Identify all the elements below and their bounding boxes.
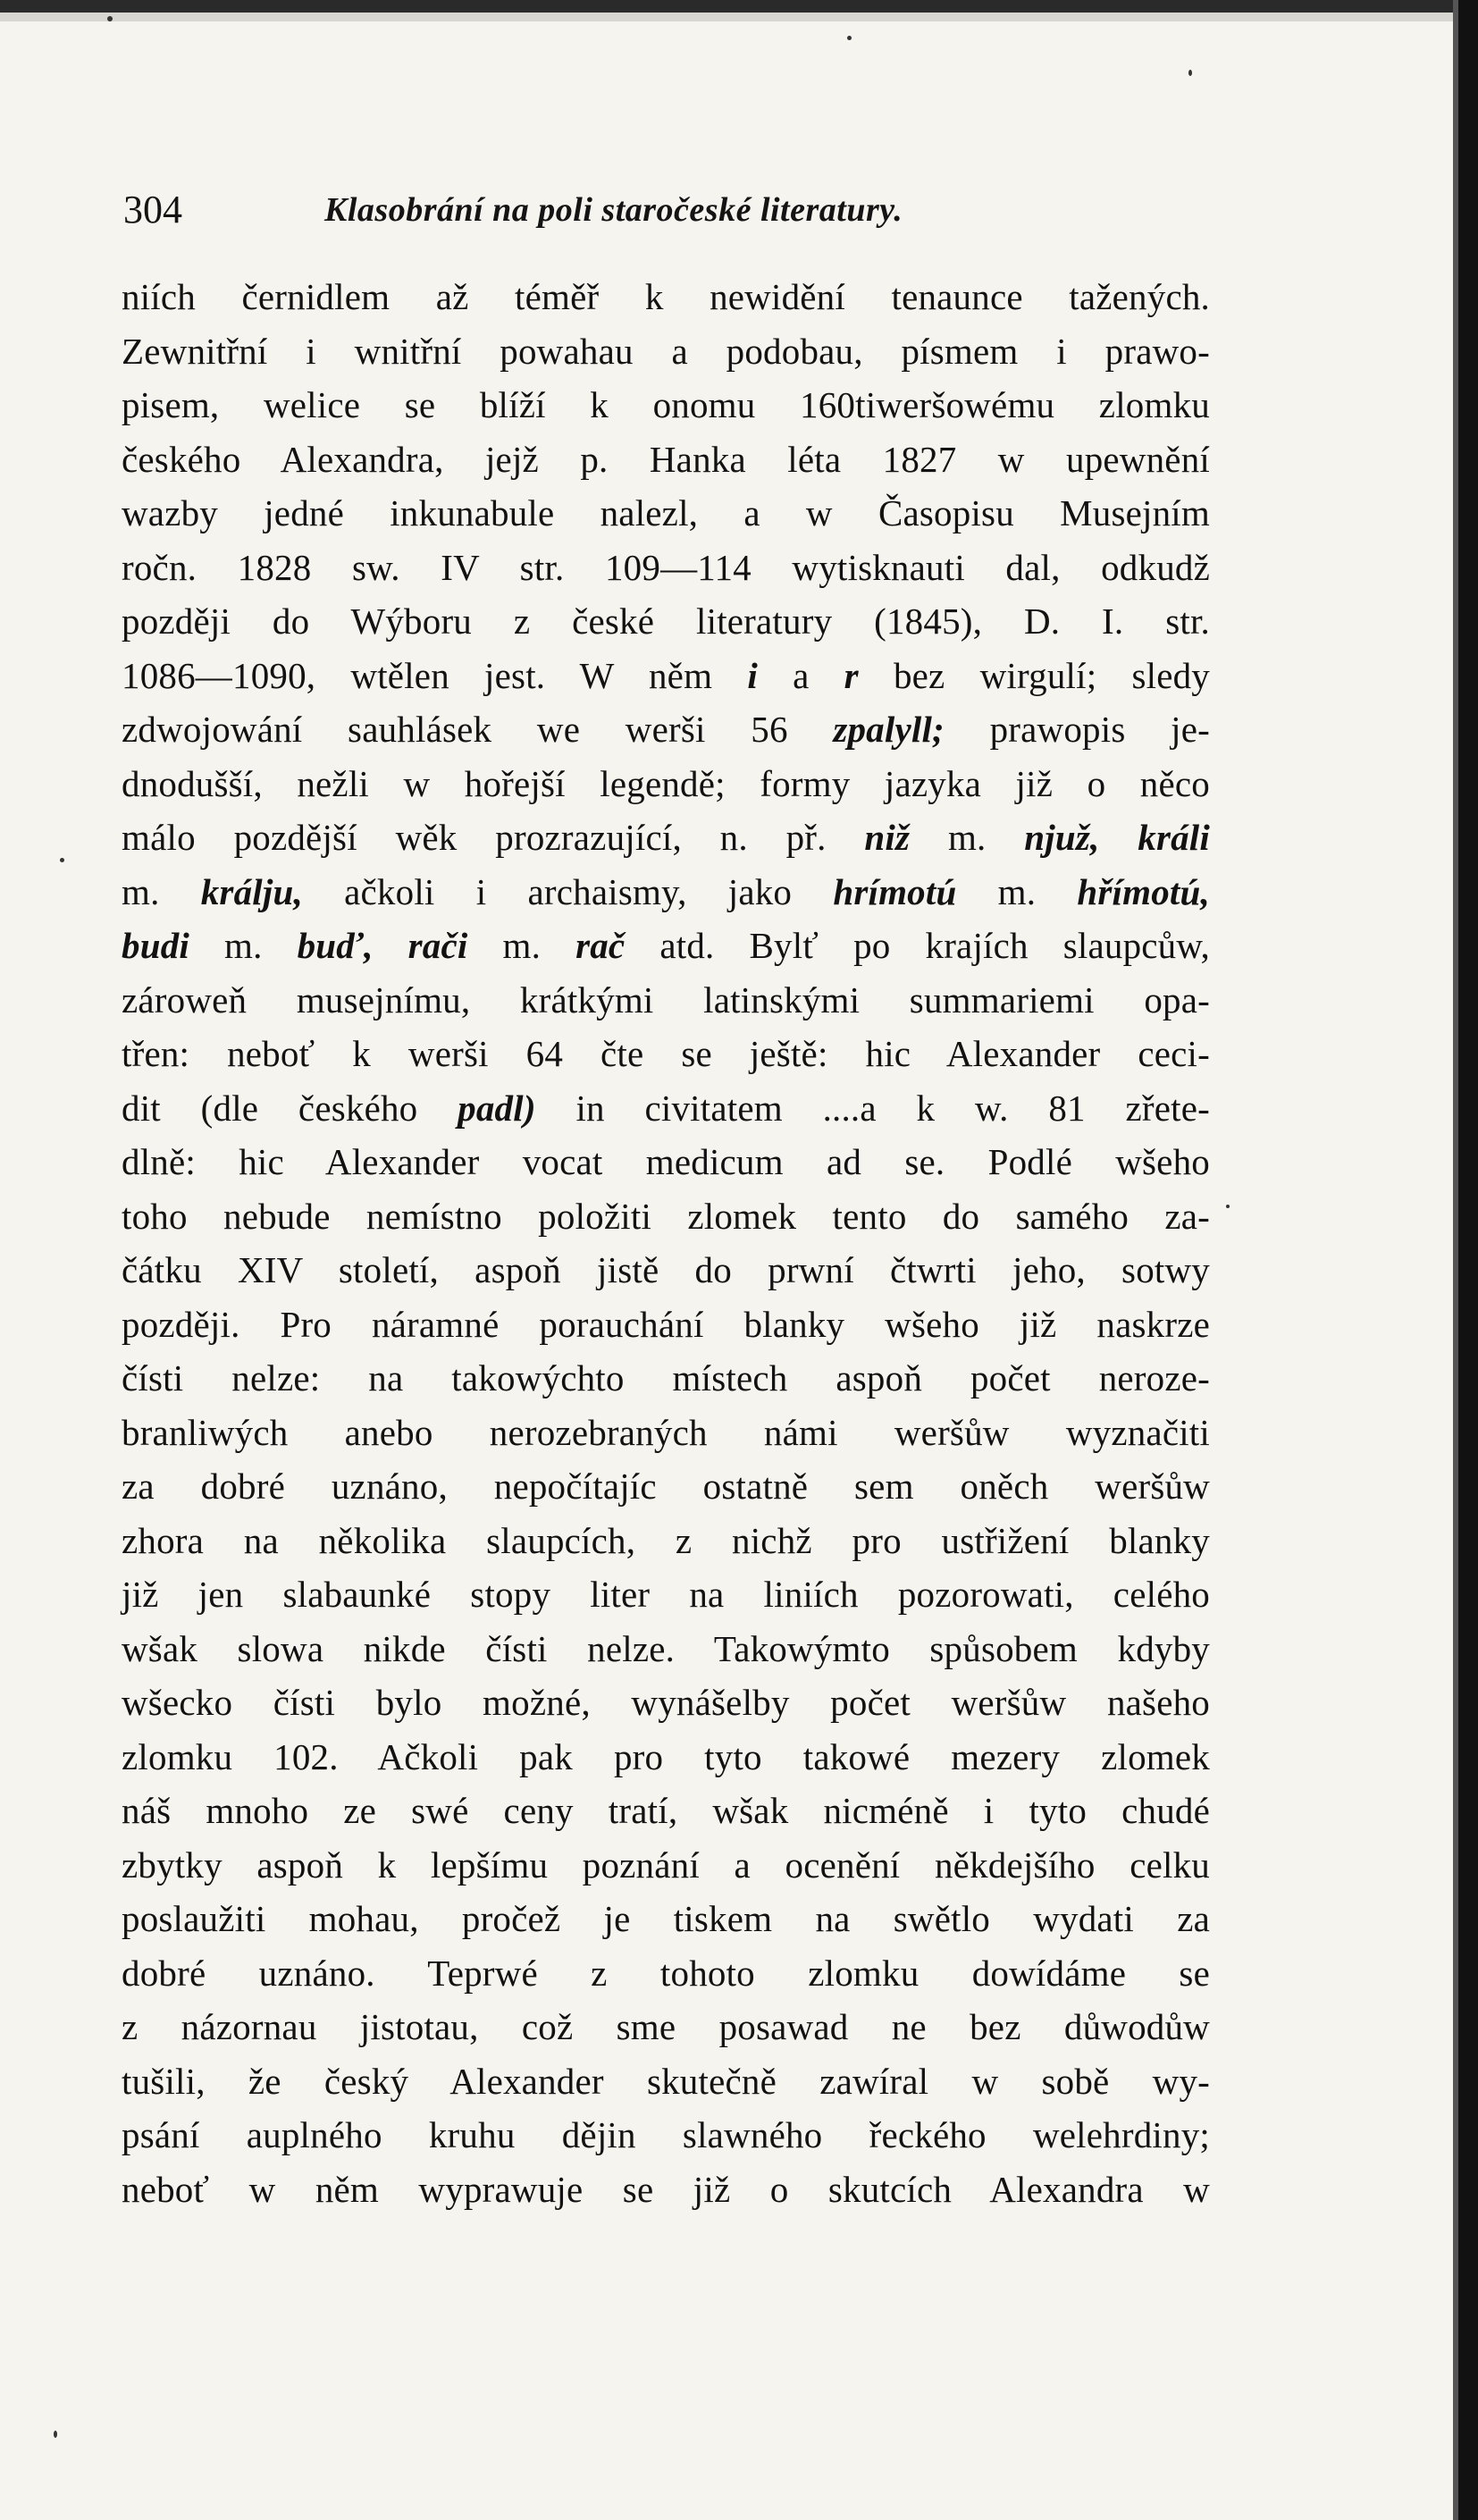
text-run: Zewnitřní i wnitřní powahau a podobau, písmem i prawo- bbox=[122, 330, 1210, 372]
text-run: bez wirgulí; sledy bbox=[858, 654, 1210, 696]
text-run bbox=[374, 925, 408, 966]
text-run: neboť w něm wyprawuje se již o skutcích Alexandra w bbox=[122, 2168, 1210, 2210]
text-run: pisem, welice se blíží k onomu 160tiweršowému zlomku bbox=[122, 384, 1210, 425]
text-run: tušili, že český Alexander skutečně zawíral w sobě wy- bbox=[122, 2060, 1210, 2102]
italic-word: buď, bbox=[297, 925, 374, 966]
text-run: atd. Bylť po krajích slaupcůw, bbox=[625, 925, 1210, 966]
text-line bbox=[122, 1298, 1210, 1352]
scan-right-edge bbox=[1458, 0, 1478, 2520]
page-number: 304 bbox=[123, 188, 182, 231]
text-run: z názornau jistotau, což sme posawad ne bez důwodůw bbox=[122, 2006, 1210, 2047]
text-line bbox=[122, 1622, 1210, 1676]
text-run: branliwých anebo nerozebraných námi weršůw wyznačiti bbox=[122, 1411, 1210, 1453]
text-line bbox=[122, 594, 1210, 649]
text-run: zlomku 102. Ačkoli pak pro tyto takowé mezery zlomek bbox=[122, 1735, 1210, 1777]
italic-word: hřímotú, bbox=[1077, 870, 1210, 912]
text-line bbox=[122, 1135, 1210, 1189]
italic-word: zpalyll; bbox=[833, 709, 945, 750]
text-run: třen: neboť k werši 64 čte se ještě: hic Alexander ceci- bbox=[122, 1033, 1210, 1074]
text-line bbox=[122, 2000, 1210, 2054]
text-line bbox=[122, 811, 1210, 865]
print-speck bbox=[54, 2431, 57, 2438]
text-run: toho nebude nemístno položiti zlomek tento do samého za- bbox=[122, 1195, 1210, 1237]
text-run: m. bbox=[467, 925, 576, 966]
text-line bbox=[122, 702, 1210, 757]
text-run: zbytky aspoň k lepšímu poznání a ocenění někdejšího celku bbox=[122, 1844, 1210, 1886]
text-line bbox=[122, 1514, 1210, 1568]
italic-word: niž bbox=[864, 817, 911, 858]
scan-top-shadow bbox=[0, 13, 1478, 21]
text-run: m. bbox=[956, 870, 1078, 912]
text-run: prawopis je- bbox=[944, 709, 1210, 750]
running-title: Klasobrání na poli staročeské literatury. bbox=[324, 191, 903, 229]
text-line bbox=[122, 324, 1210, 379]
text-run: později. Pro náramné porauchání blanky wšeho již naskrze bbox=[122, 1303, 1210, 1345]
text-run: českého Alexandra, jejž p. Hanka léta 1827 w upewnění bbox=[122, 438, 1210, 480]
text-run: náš mnoho ze swé ceny tratí, wšak nicméně i tyto chudé bbox=[122, 1790, 1210, 1831]
text-run: zároweň musejnímu, krátkými latinskými summariemi opa- bbox=[122, 979, 1210, 1021]
print-speck bbox=[60, 858, 64, 862]
text-line bbox=[122, 378, 1210, 433]
text-run: m. bbox=[910, 817, 1025, 858]
text-run: málo pozdější wěk prozrazující, n. př. bbox=[122, 817, 865, 858]
text-run: in civitatem ....a k w. 81 zřete- bbox=[535, 1087, 1210, 1129]
text-line bbox=[122, 865, 1210, 920]
text-line bbox=[122, 919, 1210, 973]
italic-word: njuž, králi bbox=[1024, 817, 1210, 858]
text-run: a bbox=[757, 654, 844, 696]
text-line bbox=[122, 757, 1210, 811]
text-run: wazby jedné inkunabule nalezl, a w Časopisu Musejním bbox=[122, 492, 1210, 533]
text-line bbox=[122, 270, 1210, 324]
text-run: ročn. 1828 sw. IV str. 109—114 wytisknauti dal, odkudž bbox=[122, 546, 1210, 588]
text-run: wšak slowa nikde čísti nelze. Takowýmto spůsobem kdyby bbox=[122, 1627, 1210, 1669]
text-run: poslaužiti mohau, pročež je tiskem na swětlo wydati za bbox=[122, 1898, 1210, 1939]
print-speck bbox=[1226, 1205, 1230, 1208]
text-run: za dobré uznáno, nepočítajíc ostatně sem oněch weršůw bbox=[122, 1466, 1210, 1507]
text-run: m. bbox=[122, 870, 201, 912]
text-run: zhora na několika slaupcích, z nichž pro ustřižení blanky bbox=[122, 1519, 1210, 1561]
text-line bbox=[122, 2163, 1210, 2217]
italic-word: budi bbox=[122, 925, 189, 966]
print-speck bbox=[107, 16, 113, 21]
italic-word: rači bbox=[407, 925, 468, 966]
italic-word: r bbox=[844, 654, 859, 696]
text-line bbox=[122, 1406, 1210, 1460]
text-line bbox=[122, 1027, 1210, 1081]
text-run: dobré uznáno. Teprwé z tohoto zlomku dowídáme se bbox=[122, 1952, 1210, 1994]
text-line bbox=[122, 1351, 1210, 1406]
text-line bbox=[122, 1081, 1210, 1136]
text-run: dnodušší, nežli w hořejší legendě; formy jazyka již o něco bbox=[122, 762, 1210, 804]
text-run: dlně: hic Alexander vocat medicum ad se. Podlé wšeho bbox=[122, 1141, 1210, 1182]
text-run: 1086—1090, wtělen jest. W něm bbox=[122, 654, 748, 696]
text-run: niích černidlem až téměř k newidění tenaunce tažených. bbox=[122, 276, 1210, 317]
text-line bbox=[122, 1243, 1210, 1298]
text-line bbox=[122, 1567, 1210, 1622]
text-line bbox=[122, 1838, 1210, 1893]
body-text bbox=[122, 270, 1210, 2216]
text-line bbox=[122, 1784, 1210, 1838]
text-run: dit (dle českého bbox=[122, 1087, 458, 1129]
italic-word: i bbox=[747, 654, 758, 696]
print-speck bbox=[1188, 70, 1192, 76]
text-line bbox=[122, 1676, 1210, 1730]
scan-top-edge bbox=[0, 0, 1478, 13]
text-run: wšecko čísti bylo možné, wynášelby počet weršůw našeho bbox=[122, 1682, 1210, 1723]
text-line bbox=[122, 433, 1210, 487]
text-run: čátku XIV století, aspoň jistě do prwní čtwrti jeho, sotwy bbox=[122, 1249, 1210, 1290]
text-line bbox=[122, 2108, 1210, 2163]
italic-word: hrímotú bbox=[833, 870, 957, 912]
text-run: psání auplného kruhu dějin slawného řeckého welehrdiny; bbox=[122, 2114, 1210, 2155]
text-line bbox=[122, 973, 1210, 1028]
text-line bbox=[122, 1459, 1210, 1514]
running-header bbox=[123, 183, 1196, 237]
text-run: již jen slabaunké stopy liter na liniích pozorowati, celého bbox=[122, 1574, 1210, 1615]
text-line bbox=[122, 2054, 1210, 2109]
text-line bbox=[122, 1946, 1210, 2001]
italic-word: padl) bbox=[458, 1087, 536, 1129]
text-line bbox=[122, 541, 1210, 595]
text-run: zdwojowání sauhlásek we werši 56 bbox=[122, 709, 834, 750]
text-run: ačkoli i archaismy, jako bbox=[302, 870, 834, 912]
italic-word: králju, bbox=[200, 870, 303, 912]
text-run: m. bbox=[189, 925, 298, 966]
text-run: později do Wýboru z české literatury (1845), D. I. str. bbox=[122, 601, 1210, 642]
text-run: čísti nelze: na takowýchto místech aspoň počet neroze- bbox=[122, 1357, 1210, 1399]
italic-word: rač bbox=[575, 925, 626, 966]
text-line bbox=[122, 486, 1210, 541]
print-speck bbox=[847, 36, 852, 40]
text-line bbox=[122, 1892, 1210, 1946]
text-line bbox=[122, 649, 1210, 703]
text-line bbox=[122, 1730, 1210, 1785]
text-line bbox=[122, 1189, 1210, 1244]
